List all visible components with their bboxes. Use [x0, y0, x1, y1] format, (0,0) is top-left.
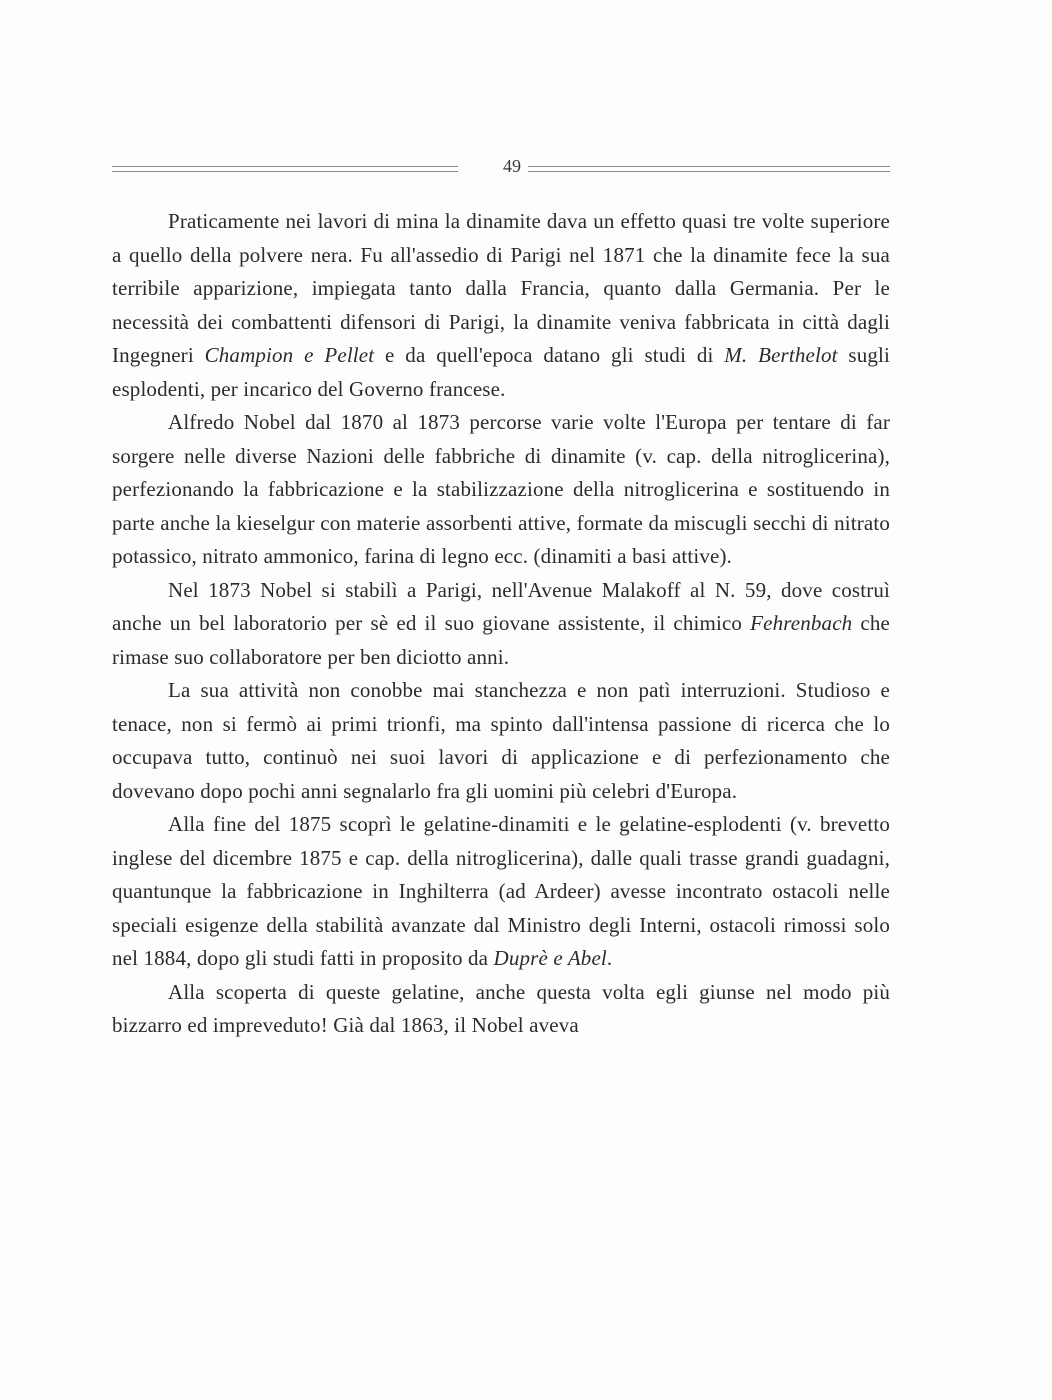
italic-name: Champion e Pellet: [204, 343, 375, 367]
paragraph: [112, 574, 890, 675]
paragraph: [112, 808, 890, 976]
text-run: Alfredo Nobel dal 1870 al 1873 percorse varie volte l'Europa per tentare di far sorgere nelle diverse Nazioni delle fabbriche di dinamite (v. cap. della nitroglicerina), perfezionando la fabbricazione e la stabilizzazione della nitroglicerina e sostituendo in parte anche la kieselgur con materie assorbenti attive, formate da miscugli secchi di nitrato potassico, nitrato ammonico, farina di legno ecc. (dinamiti a basi attive).: [112, 410, 890, 568]
text-run: .: [606, 946, 613, 970]
header-rule-right: [528, 166, 890, 172]
text-run: Alla scoperta di queste gelatine, anche questa volta egli giunse nel modo più bizzarro ed impreveduto! Già dal 1863, il Nobel aveva: [112, 979, 890, 1037]
paragraph: [112, 205, 890, 406]
page-number: 49: [503, 156, 521, 176]
italic-name: M. Berthelot: [724, 343, 838, 367]
italic-name: Fehrenbach: [750, 611, 853, 635]
text-body: [112, 205, 890, 1043]
text-run: Alla fine del 1875 scoprì le gelatine-dinamiti e le gelatine-esplodenti (v. brevetto inglese del dicembre 1875 e cap. della nitroglicerina), dalle quali trasse grandi guadagni, quantunque la fabbricazione in Inghilterra (ad Ardeer) avesse incontrato ostacoli nelle speciali esigenze della stabilità avanzate dal Ministro degli Interni, ostacoli rimossi solo nel 1884, dopo gli studi fatti in proposito da: [112, 812, 890, 970]
text-run: Praticamente nei lavori di mina la dinamite dava un effetto quasi tre volte superiore a quello della polvere nera. Fu all'assedio di Parigi nel 1871 che la dinamite fece la sua terribile apparizione, impiegata tanto dalla Francia, quanto dalla Germania. Per le necessità dei combattenti difensori di Parigi, la dinamite veniva fabbricata in città dagli Ingegneri: [112, 209, 890, 367]
paragraph: [112, 674, 890, 808]
paragraph: [112, 976, 890, 1043]
text-run: La sua attività non conobbe mai stanchezza e non patì interruzioni. Studioso e tenace, non si fermò ai primi trionfi, ma spinto dall'intensa passione di ricerca che lo occupava tutto, continuò nei suoi lavori di applicazione e di perfezionamento che dovevano dopo pochi anni segnalarlo fra gli uomini più celebri d'Europa.: [112, 678, 890, 803]
text-run: sugli esplodenti, per incarico del Governo francese.: [112, 343, 890, 401]
page-header: [112, 152, 890, 186]
paragraph: [112, 406, 890, 574]
italic-name: Duprè e Abel: [493, 946, 607, 970]
header-rule-left: [112, 166, 458, 172]
text-run: e da quell'epoca datano gli studi di: [374, 343, 725, 367]
text-run: Nel 1873 Nobel si stabilì a Parigi, nell'Avenue Malakoff al N. 59, dove costruì anche un bel laboratorio per sè ed il suo giovane assistente, il chimico: [112, 577, 890, 635]
text-run: che rimase suo collaboratore per ben diciotto anni.: [112, 611, 890, 669]
